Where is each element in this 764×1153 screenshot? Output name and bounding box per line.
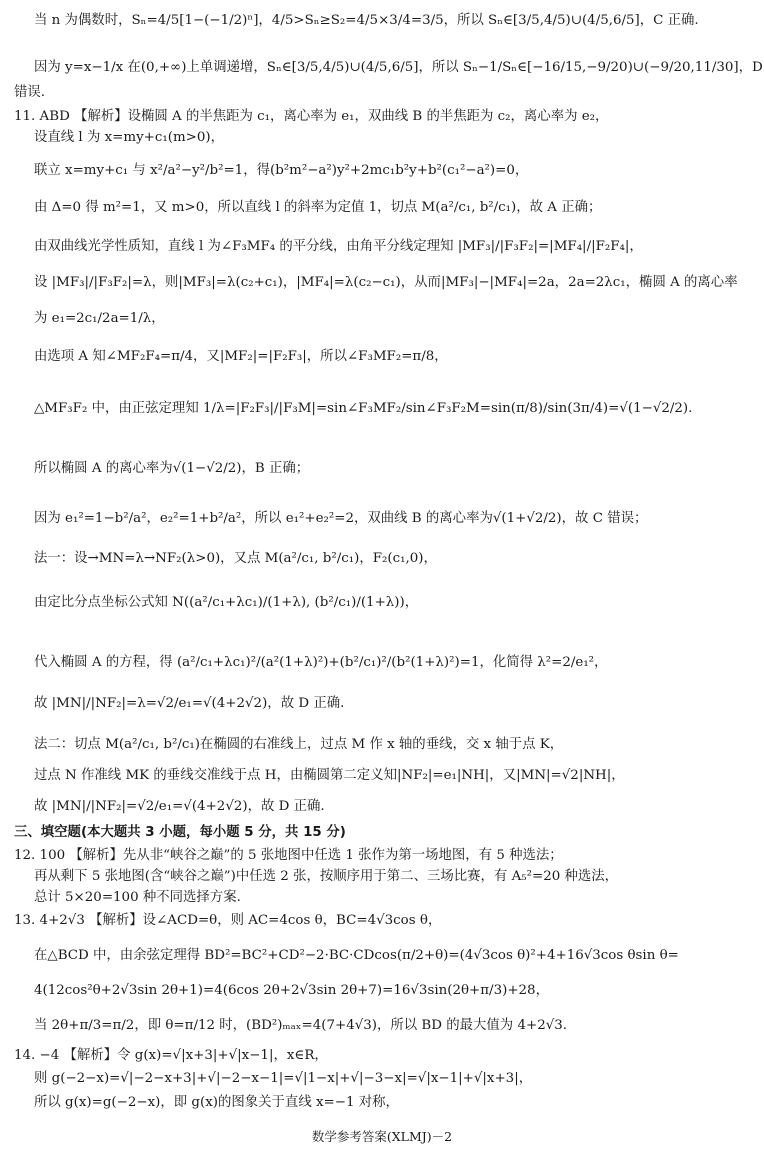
method-one-line: 法一：设→MN=λ→NF₂(λ>0)，又点 M(a²/c₁, b²/c₁)，F₂(c₁,0)， bbox=[34, 551, 437, 566]
text-line: 当 n 为偶数时，Sₙ=4/5[1−(−1/2)ⁿ]，4/5>Sₙ≥S₂=4/5×3/4=3/5，所以 Sₙ∈[3/5,4/5)∪(4/5,6/5]，C 正确. bbox=[34, 13, 699, 28]
text-line: 故 |MN|/|NF₂|=λ=√2/e₁=√(4+2√2)，故 D 正确. bbox=[34, 696, 345, 711]
text-line: 当 2θ+π/3=π/2，即 θ=π/12 时，(BD²)ₘₐₓ=4(7+4√3)，所以 BD 的最大值为 4+2√3. bbox=[34, 1018, 568, 1033]
text-line: 过点 N 作准线 MK 的垂线交准线于点 H，由椭圆第二定义知|NF₂|=e₁|NH|，又|MN|=√2|NH|， bbox=[34, 768, 625, 783]
text-line: 则 g(−2−x)=√|−2−x+3|+√|−2−x−1|=√|1−x|+√|−3−x|=√|x−1|+√|x+3|， bbox=[34, 1071, 533, 1086]
text-line: 因为 e₁²=1−b²/a²，e₂²=1+b²/a²，所以 e₁²+e₂²=2，双曲线 B 的离心率为√(1+√2/2)，故 C 错误； bbox=[34, 511, 648, 526]
text-line: 在△BCD 中，由余弦定理得 BD²=BC²+CD²−2·BC·CDcos(π/2+θ)=(4√3cos θ)²+4+16√3cos θsin θ= bbox=[34, 948, 679, 963]
text-line: 所以 g(x)=g(−2−x)，即 g(x)的图象关于直线 x=−1 对称， bbox=[34, 1095, 399, 1110]
text-line: 由双曲线光学性质知，直线 l 为∠F₃MF₄ 的平分线，由角平分线定理知 |MF₃|/|F₃F₂|=|MF₄|/|F₂F₄|， bbox=[34, 239, 643, 254]
text-line: 故 |MN|/|NF₂|=√2/e₁=√(4+2√2)，故 D 正确. bbox=[34, 799, 325, 814]
text-line: 设 |MF₃|/|F₃F₂|=λ，则|MF₃|=λ(c₂+c₁)，|MF₄|=λ(c₂−c₁)，从而|MF₃|−|MF₄|=2a，2a=2λc₁，椭圆 A 的离心率 bbox=[34, 275, 738, 290]
text-line: 由选项 A 知∠MF₂F₄=π/4，又|MF₂|=|F₂F₃|，所以∠F₃MF₂=π/8， bbox=[34, 349, 448, 364]
text-line: 代入椭圆 A 的方程，得 (a²/c₁+λc₁)²/(a²(1+λ)²)+(b²/c₁)²/(b²(1+λ)²)=1，化简得 λ²=2/e₁²， bbox=[34, 655, 608, 670]
text-line: 再从剩下 5 张地图(含“峡谷之巅”)中任选 2 张，按顺序用于第二、三场比赛，有 A₅²=20 种选法， bbox=[34, 869, 619, 884]
text-line: 所以椭圆 A 的离心率为√(1−√2/2)，B 正确； bbox=[34, 461, 310, 476]
text-line: 错误. bbox=[14, 85, 46, 100]
section-heading: 三、填空题(本大题共 3 小题，每小题 5 分，共 15 分) bbox=[14, 825, 346, 840]
text-line: 因为 y=x−1/x 在(0,+∞)上单调递增，Sₙ∈[3/5,4/5)∪(4/5,6/5]，所以 Sₙ−1/Sₙ∈[−16/15,−9/20)∪(−9/20,11/30]，D bbox=[34, 60, 763, 75]
text-line: 由 Δ=0 得 m²=1，又 m>0，所以直线 l 的斜率为定值 1，切点 M(a²/c₁, b²/c₁)，故 A 正确； bbox=[34, 200, 602, 215]
text-line: 设直线 l 为 x=my+c₁(m>0)， bbox=[34, 130, 225, 145]
text-line: 为 e₁=2c₁/2a=1/λ， bbox=[34, 311, 165, 326]
question-13-heading: 13. 4+2√3 【解析】设∠ACD=θ，则 AC=4cos θ，BC=4√3cos θ， bbox=[14, 913, 442, 928]
text-line: 总计 5×20=100 种不同选择方案. bbox=[34, 890, 241, 905]
question-14-heading: 14. −4 【解析】令 g(x)=√|x+3|+√|x−1|，x∈R， bbox=[14, 1048, 328, 1063]
page-footer: 数学参考答案(XLMJ)－2 bbox=[311, 1129, 453, 1144]
question-11-heading: 11. ABD 【解析】设椭圆 A 的半焦距为 c₁，离心率为 e₁，双曲线 B 的半焦距为 c₂，离心率为 e₂， bbox=[14, 109, 609, 124]
method-two-line: 法二：切点 M(a²/c₁, b²/c₁)在椭圆的右准线上，过点 M 作 x 轴的垂线，交 x 轴于点 K， bbox=[34, 737, 564, 752]
question-12-heading: 12. 100 【解析】先从非“峡谷之巅”的 5 张地图中任选 1 张作为第一场地图，有 5 种选法； bbox=[14, 848, 563, 863]
text-line: 联立 x=my+c₁ 与 x²/a²−y²/b²=1，得(b²m²−a²)y²+2mc₁b²y+b²(c₁²−a²)=0， bbox=[34, 163, 529, 178]
text-line: △MF₃F₂ 中，由正弦定理知 1/λ=|F₂F₃|/|F₃M|=sin∠F₃MF₂/sin∠F₃F₂M=sin(π/8)/sin(3π/4)=√(1−√2/2). bbox=[34, 401, 693, 416]
text-line: 4(12cos²θ+2√3sin 2θ+1)=4(6cos 2θ+2√3sin 2θ+7)=16√3sin(2θ+π/3)+28， bbox=[34, 983, 549, 998]
text-line: 由定比分点坐标公式知 N((a²/c₁+λc₁)/(1+λ), (b²/c₁)/(1+λ))， bbox=[34, 595, 419, 610]
